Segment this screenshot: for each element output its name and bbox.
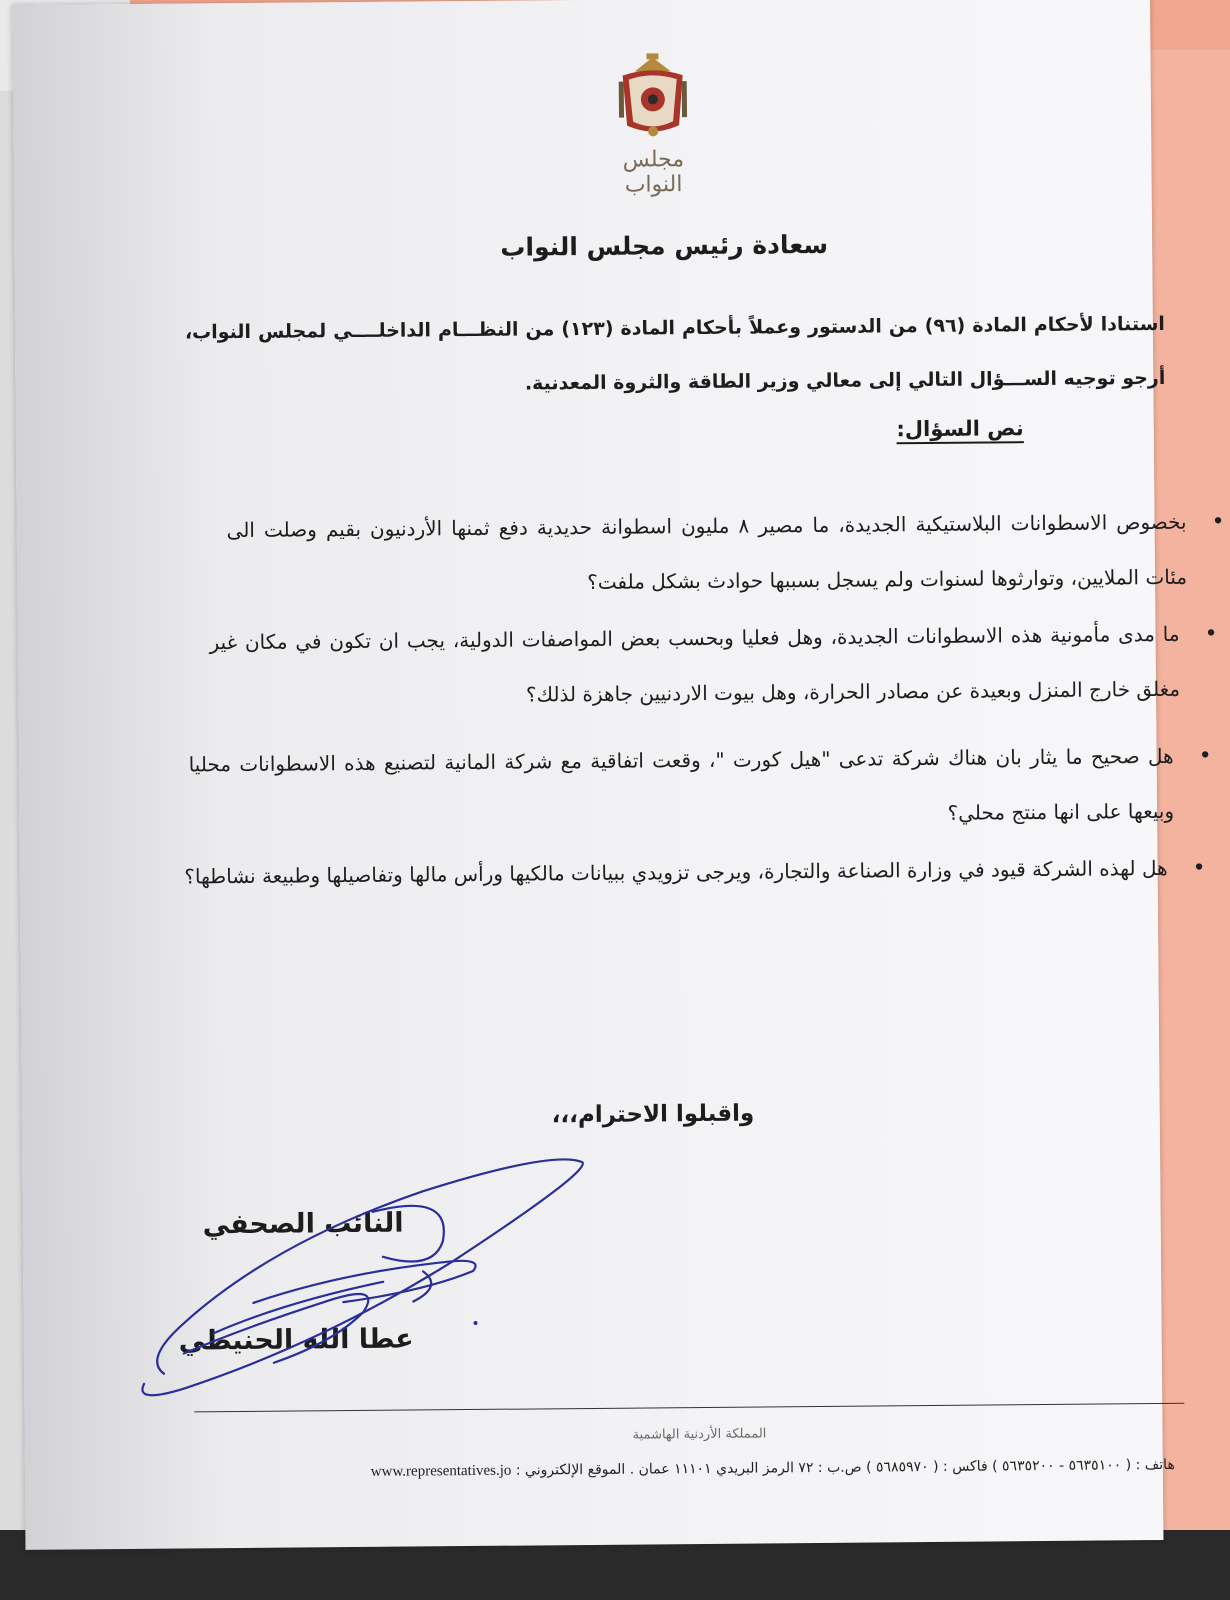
signatory-name: عطا الله الحنيطي (178, 1323, 414, 1357)
footer-website-link[interactable]: www.representatives.jo (370, 1462, 512, 1480)
footer-contact-info (205, 1457, 1175, 1482)
intro-paragraph: استنادا لأحكام المادة (٩٦) من الدستور وعملاً بأحكام المادة (١٢٣) من النظـــام الداخلــــي لمجلس النواب، أرجو توجيه الســـؤال التالي إلى معالي وزير الطاقة والثروة المعدنية. (184, 312, 1166, 395)
footer-kingdom-name: المملكة الأردنية الهاشمية (632, 1426, 767, 1443)
letter-page (12, 0, 1225, 1550)
bullet-icon: • (1192, 855, 1206, 881)
question-item (209, 606, 1220, 725)
closing-line: واقبلوا الاحترام،،، (551, 1100, 755, 1129)
question-text: هل لهذه الشركة قيود في وزارة الصناعة والتجارة، ويرجى تزويدي ببيانات مالكيها ورأس مالها وتفاصيلها وطبيعة نشاطها؟ (184, 855, 1168, 889)
letter-content (72, 0, 1225, 1549)
questions-heading: نص السؤال: (896, 416, 1024, 442)
question-item (157, 841, 1207, 905)
coat-of-arms-icon (612, 51, 693, 142)
recipient-heading: سعادة رئيس مجلس النواب (500, 229, 829, 262)
bullet-icon: • (1204, 621, 1218, 647)
bullet-icon: • (1211, 509, 1225, 535)
letterhead-institution: مجلس النواب (622, 147, 685, 198)
question-text: بخصوص الاسطوانات البلاستيكية الجديدة، ما مصير ٨ مليون اسطوانة حديدية دفع ثمنها الأردنيون بقيم وصلت الى مئات الملايين، وتوارثوها لسنوات ولم يسجل بسببها حوادث بشكل ملفت؟ (226, 509, 1188, 594)
question-text: ما مدى مأمونية هذه الاسطوانات الجديدة، وهل فعليا وبحسب بعض المواصفات الدولية، يجب ان تكون في مكان غير مغلق خارج المنزل وبعيدة عن مصادر الحرارة، وهل بيوت الاردنيين جاهزة لذلك؟ (209, 621, 1181, 707)
questions-list (146, 495, 1225, 905)
question-item (188, 729, 1214, 848)
footer-contact-text: هاتف : ( ٥٦٣٥١٠٠ - ٥٦٣٥٢٠٠ ) فاكس : ( ٥٦٨٥٩٧٠ ) ص.ب : ٧٢ الرمز البريدي ١١١٠١ عمان . الموقع الإلكتروني : (515, 1456, 1175, 1479)
question-text: هل صحيح ما يثار بان هناك شركة تدعى "هيل كورت "، وقعت اتفاقية مع شركة المانية لتصنيع هذه الاسطوانات محليا وبيعها على انها منتج محلي؟ (188, 743, 1175, 825)
question-item (226, 494, 1227, 613)
signatory-title: النائب الصحفي (202, 1207, 404, 1241)
handwritten-signature (122, 1150, 644, 1415)
bullet-icon: • (1198, 743, 1212, 769)
